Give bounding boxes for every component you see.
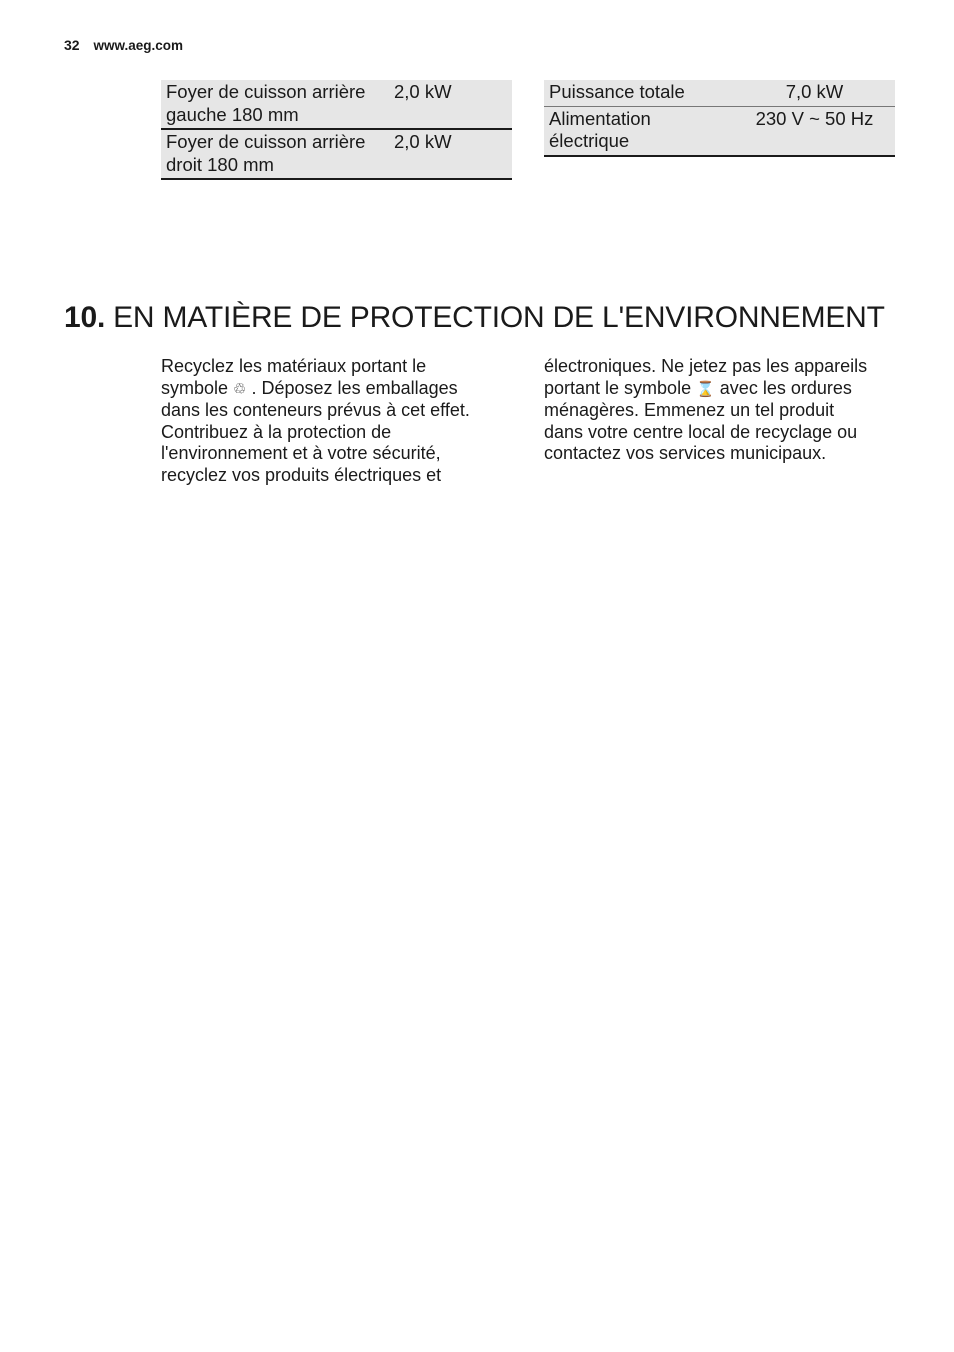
paragraph-text: avec les ordures ménagères. Emmenez un tel produit dans votre centre local de recyclage ou contactez vos services municipaux.	[544, 377, 858, 463]
spec-value: 230 V ~ 50 Hz	[733, 106, 895, 156]
table-row	[544, 80, 895, 106]
crossed-bin-icon: ⌛	[696, 379, 715, 398]
paragraph	[544, 356, 874, 465]
table-row	[544, 106, 895, 156]
spec-value: 2,0 kW	[389, 129, 512, 179]
spec-value: 7,0 kW	[733, 80, 895, 106]
paragraph	[161, 356, 491, 422]
spec-value: 2,0 kW	[389, 80, 512, 129]
spec-label: Foyer de cuisson arrière gauche 180 mm	[161, 80, 389, 129]
body-column-left	[161, 356, 491, 486]
site-url: www.aeg.com	[93, 38, 183, 53]
section-heading	[64, 300, 885, 336]
spec-table-right	[544, 80, 895, 157]
spec-label: Foyer de cuisson arrière droit 180 mm	[161, 129, 389, 179]
section-title: EN MATIÈRE DE PROTECTION DE L'ENVIRONNEMENT	[113, 301, 885, 334]
body-column-right	[544, 356, 874, 465]
spec-label: Puissance totale	[544, 80, 733, 106]
paragraph: Contribuez à la protection de l'environnement et à votre sécurité, recyclez vos produits électriques et	[161, 421, 442, 485]
page-header	[64, 37, 183, 53]
spec-label: Alimentation électrique	[544, 106, 733, 156]
paragraph-text: . Déposez les emballages dans les conteneurs prévus à cet effet.	[161, 377, 470, 420]
table-row	[161, 80, 512, 129]
spec-table-left	[161, 80, 512, 180]
section-number: 10.	[64, 301, 106, 334]
page-number: 32	[64, 37, 80, 53]
paragraph-text: électroniques. Ne jetez pas les appareils portant le symbole	[544, 356, 868, 398]
paragraph-text: Recyclez les matériaux portant le symbole	[161, 356, 427, 398]
recycle-icon: ♲	[233, 379, 247, 398]
table-row	[161, 129, 512, 179]
